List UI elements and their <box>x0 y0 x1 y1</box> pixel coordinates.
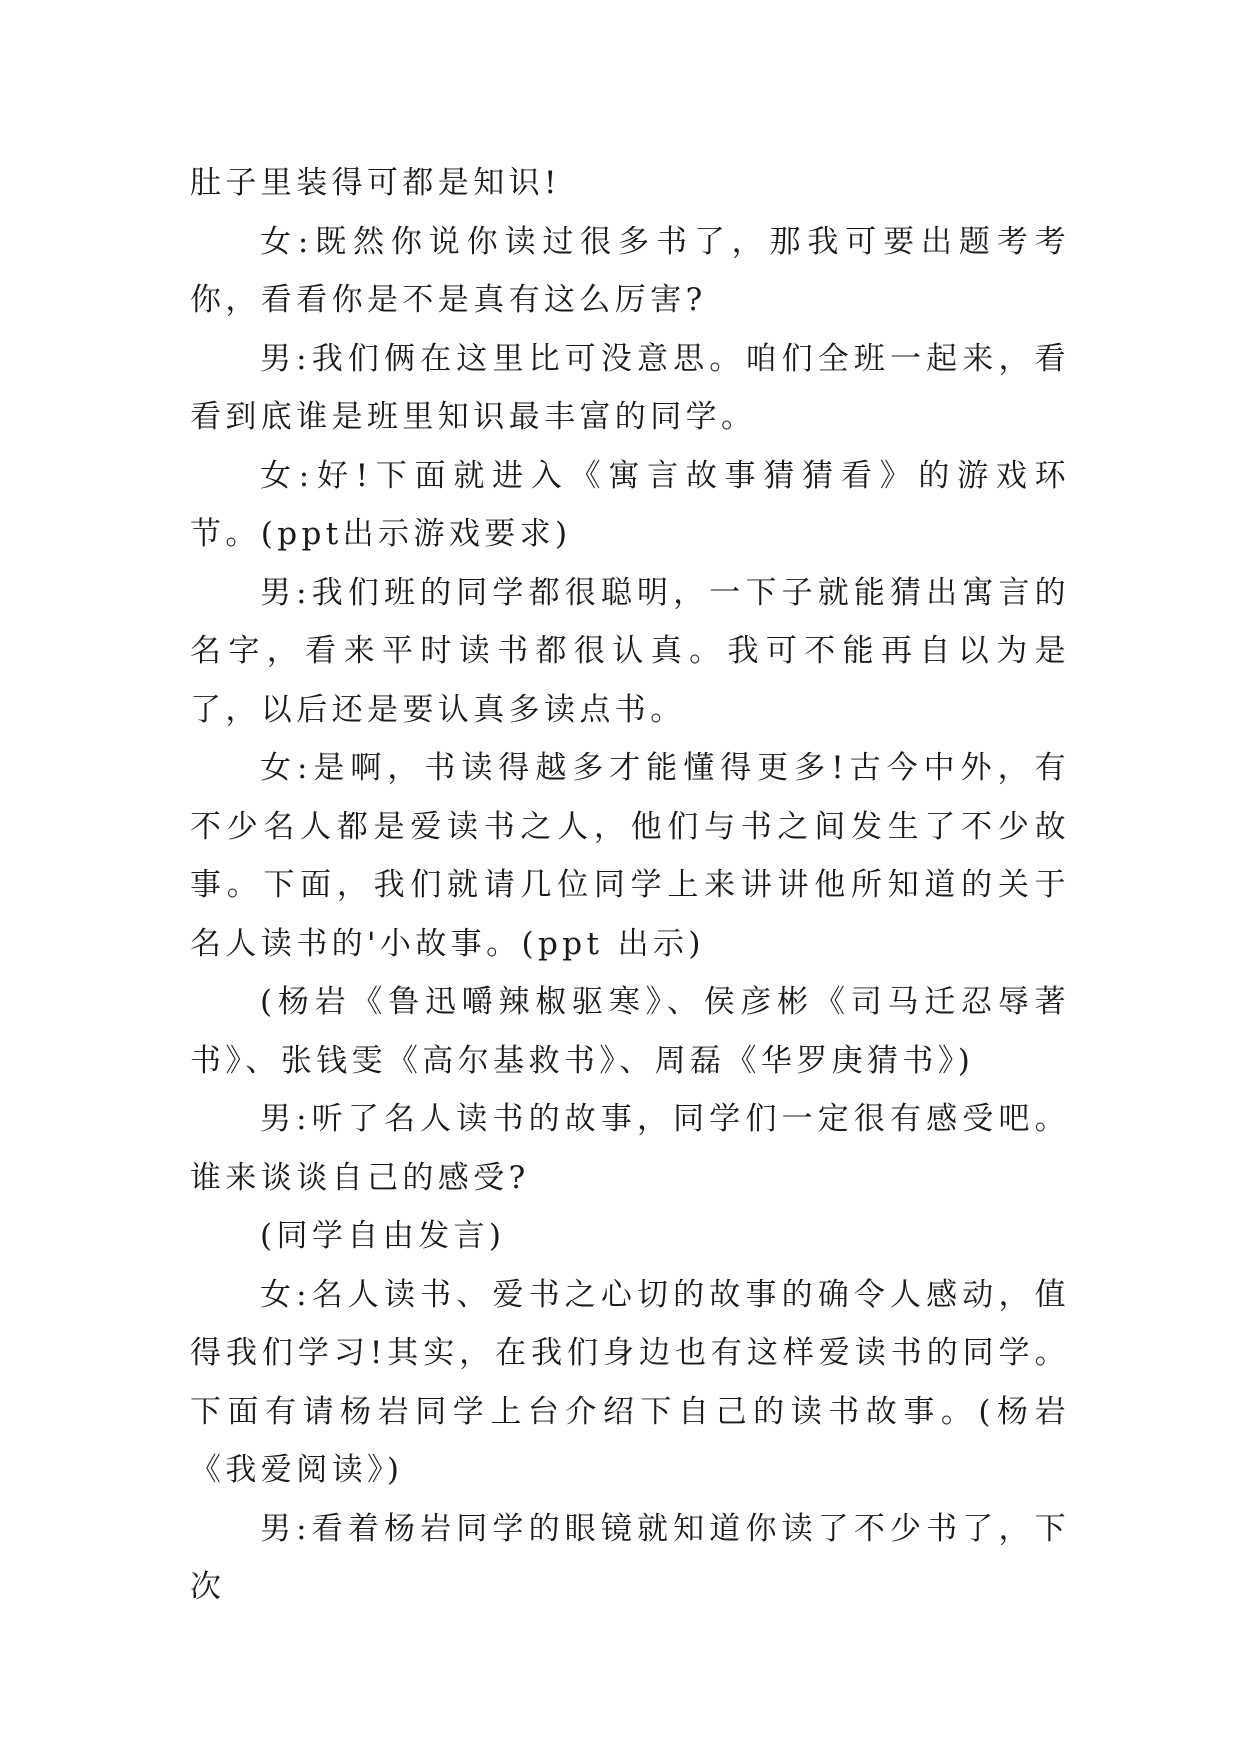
paragraph: 男:我们班的同学都很聪明，一下子就能猜出寓言的名字，看来平时读书都很认真。我可不能再自以为是了，以后还是要认真多读点书。 <box>190 574 1070 728</box>
paragraph: 男:听了名人读书的故事，同学们一定很有感受吧。谁来谈谈自己的感受? <box>190 1101 1070 1196</box>
document-body <box>190 154 1070 1617</box>
paragraph: 肚子里装得可都是知识! <box>190 165 561 201</box>
paragraph: 男:看着杨岩同学的眼镜就知道你读了不少书了，下次 <box>190 1510 1070 1605</box>
paragraph: 女:好!下面就进入《寓言故事猜猜看》的游戏环节。(ppt出示游戏要求) <box>190 457 1070 552</box>
paragraph: 男:我们俩在这里比可没意思。咱们全班一起来，看看到底谁是班里知识最丰富的同学。 <box>190 340 1070 435</box>
paragraph: 女:既然你说你读过很多书了，那我可要出题考考你，看看你是不是真有这么厉害? <box>190 223 1070 318</box>
paragraph: (同学自由发言) <box>260 1218 506 1254</box>
paragraph: 女:名人读书、爱书之心切的故事的确令人感动，值得我们学习!其实，在我们身边也有这样爱读书的同学。下面有请杨岩同学上台介绍下自己的读书故事。(杨岩《我爱阅读》) <box>190 1276 1070 1488</box>
paragraph: 女:是啊，书读得越多才能懂得更多!古今中外，有不少名人都是爱读书之人，他们与书之间发生了不少故事。下面，我们就请几位同学上来讲讲他所知道的关于名人读书的'小故事。(ppt 出示) <box>190 750 1070 962</box>
paragraph: (杨岩《鲁迅嚼辣椒驱寒》、侯彦彬《司马迁忍辱著书》、张钱雯《高尔基救书》、周磊《华罗庚猜书》) <box>190 984 1070 1079</box>
